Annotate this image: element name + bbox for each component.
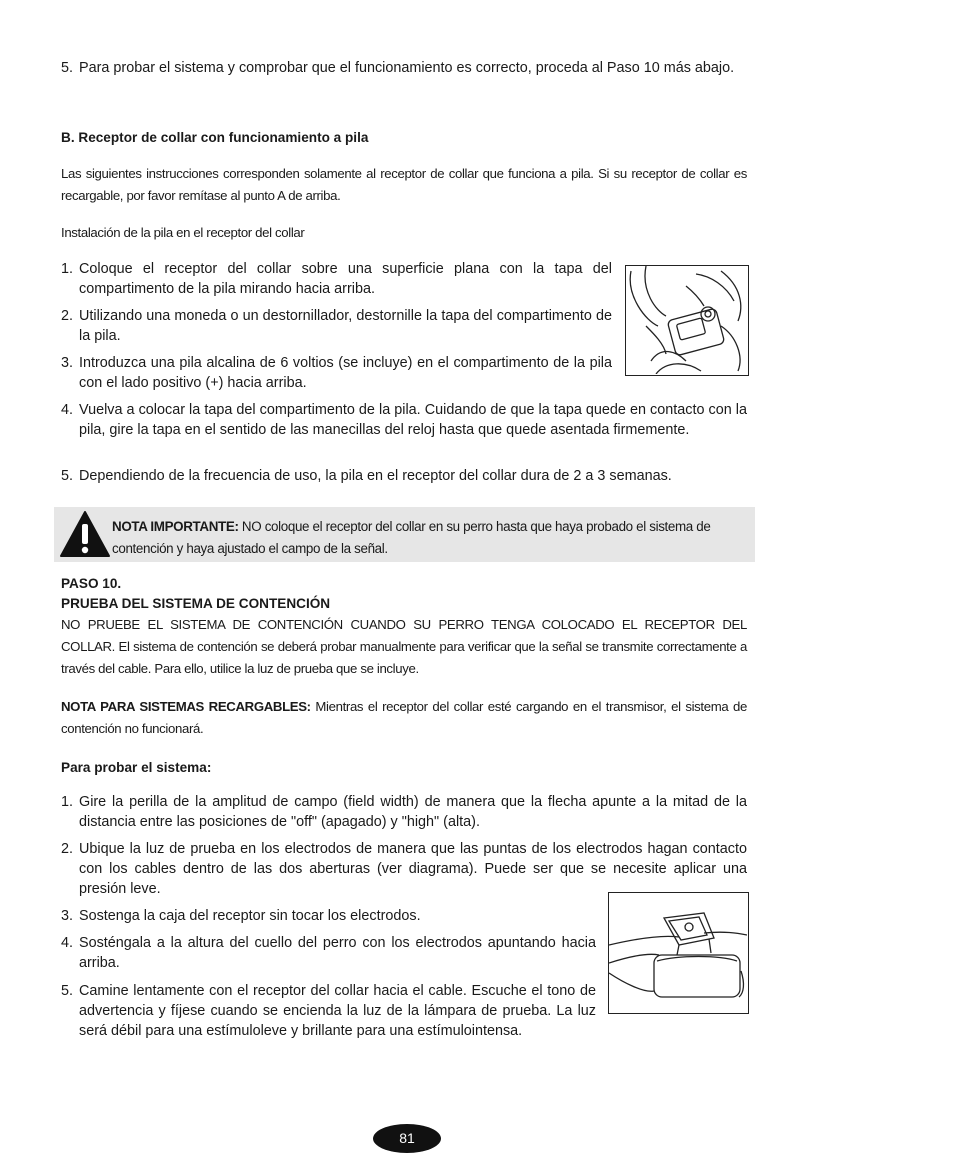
list-item: 3. Sostenga la caja del receptor sin tocar los electrodos. (61, 908, 421, 924)
receiver-test-light-drawing (609, 893, 747, 1012)
list-item: 5. Para probar el sistema y comprobar que el funcionamiento es correcto, proceda al Paso 10 más abajo. (61, 60, 735, 76)
important-note-box (54, 507, 755, 562)
recharge-note: NOTA PARA SISTEMAS RECARGABLES: Mientras el receptor del collar esté cargando en el transmisor, el sistema de contención no funcionará. (61, 699, 748, 736)
subheading: Instalación de la pila en el receptor del collar (61, 225, 305, 240)
list-item: 2. Ubique la luz de prueba en los electrodos de manera que las puntas de los electrodos hagan contacto con los cables dentro de las dos aberturas (ver diagrama). Puede ser que se necesite aplicar una presión leve. (61, 841, 747, 897)
step-title: PASO 10. (61, 576, 122, 591)
list-item: 2. Utilizando una moneda o un destornillador, destornille la tapa del compartimento de la pila. (61, 308, 612, 344)
list-item: 4. Vuelva a colocar la tapa del compartimento de la pila. Cuidando de que la tapa quede en contacto con la pila, gire la tapa en el sentido de las manecillas del reloj hasta que quede asentada firmemente. (61, 402, 747, 438)
list-item: 3. Introduzca una pila alcalina de 6 voltios (se incluye) en el compartimento de la pila con el lado positivo (+) hacia arriba. (61, 355, 612, 391)
paragraph: NO PRUEBE EL SISTEMA DE CONTENCIÓN CUANDO SU PERRO TENGA COLOCADO EL RECEPTOR DEL COLLAR. El sistema de contención se deberá probar manualmente para verificar que la señal se transmite correctamente a través del cable. Para ello, utilice la luz de prueba que se incluye. (61, 617, 747, 676)
hand-receiver-drawing (626, 266, 747, 374)
list-item: 1. Gire la perilla de la amplitud de campo (field width) de manera que la flecha apunte a la mitad de la distancia entre las posiciones de "off" (apagado) y "high" (alta). (61, 794, 747, 830)
test-heading: Para probar el sistema: (61, 760, 212, 775)
section-heading: B. Receptor de collar con funcionamiento a pila (61, 130, 369, 145)
step-subtitle: PRUEBA DEL SISTEMA DE CONTENCIÓN (61, 596, 331, 611)
warning-triangle-icon (59, 510, 111, 558)
important-note-text: NOTA IMPORTANTE: NO coloque el receptor del collar en su perro hasta que haya probado el sistema de contención y haya ajustado el campo de la señal. (112, 519, 711, 556)
test-light-illustration (608, 892, 749, 1014)
list-item: 5. Camine lentamente con el receptor del collar hacia el cable. Escuche el tono de advertencia y fíjese cuando se encienda la luz de la lámpara de prueba. La luz será débil para una estímuloleve y brillante para una estímulointensa. (61, 983, 596, 1039)
list-item: 1. Coloque el receptor del collar sobre una superficie plana con la tapa del compartimento de la pila mirando hacia arriba. (61, 261, 612, 297)
paragraph: Las siguientes instrucciones corresponden solamente al receptor de collar que funciona a pila. Si su receptor de collar es recargable, por favor remítase al punto A de arriba. (61, 166, 747, 203)
battery-install-illustration (625, 265, 749, 376)
list-item: 5. Dependiendo de la frecuencia de uso, la pila en el receptor del collar dura de 2 a 3 semanas. (61, 468, 672, 484)
list-item: 4. Sosténgala a la altura del cuello del perro con los electrodos apuntando hacia arriba. (61, 935, 596, 971)
page-number: 81 (373, 1124, 441, 1153)
